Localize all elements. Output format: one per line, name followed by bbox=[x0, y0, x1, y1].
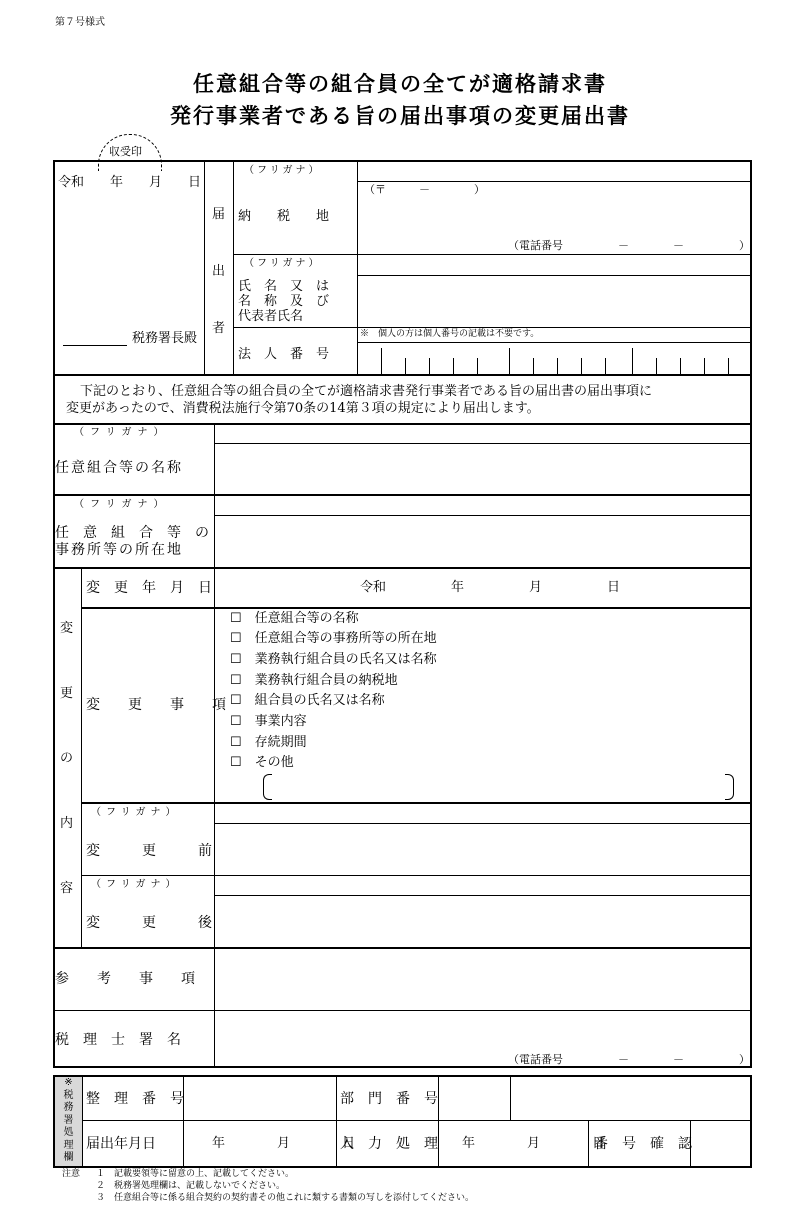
submission-date-value: 年 月 日 bbox=[212, 1136, 356, 1151]
other-bracket-left bbox=[263, 774, 272, 800]
furigana-label: （フリガナ） bbox=[91, 807, 181, 818]
submission-date-label: 届出年月日 bbox=[86, 1136, 156, 1152]
after-change-field[interactable] bbox=[216, 897, 750, 946]
input-date-value: 年 月 日 bbox=[462, 1136, 606, 1151]
change-content-char-3: の bbox=[60, 751, 74, 766]
individual-number-note: ※ 個人の方は個人番号の記載は不要です。 bbox=[360, 329, 540, 339]
input-processing-label: 入 力 処 理 bbox=[340, 1136, 438, 1152]
checkbox-other[interactable]: ☐ その他 bbox=[230, 755, 294, 770]
postal-code-field[interactable]: （〒 － ） bbox=[364, 183, 485, 196]
checkbox-executive-name[interactable]: ☐ 業務執行組合員の氏名又は名称 bbox=[230, 652, 437, 667]
phone-field[interactable]: （電話番号 － － ） bbox=[508, 239, 750, 252]
form-title-line1: 任意組合等の組合員の全てが適格請求書 bbox=[193, 72, 607, 96]
change-content-char-1: 変 bbox=[60, 621, 74, 636]
checkbox-duration[interactable]: ☐ 存続期間 bbox=[230, 735, 307, 750]
form-number: 第７号様式 bbox=[55, 17, 105, 28]
tax-office-label: 税務署長殿 bbox=[132, 331, 198, 346]
department-number-label: 部 門 番 号 bbox=[340, 1091, 438, 1107]
furigana-label: （フリガナ） bbox=[74, 499, 170, 510]
corp-number-label: 法 人 番 号 bbox=[238, 347, 330, 362]
name-label-line2: 名 称 及 び bbox=[238, 294, 330, 309]
tax-place-label: 納 税 地 bbox=[238, 209, 330, 224]
change-content-char-4: 内 bbox=[60, 816, 74, 831]
before-change-label: 変 更 前 bbox=[86, 843, 212, 859]
note-3: ３ 任意組合等に係る組合契約の契約書その他これに類する書類の写しを添付してください。 bbox=[96, 1193, 475, 1203]
reference-number-label: 整 理 番 号 bbox=[86, 1091, 184, 1107]
checkbox-union-office[interactable]: ☐ 任意組合等の事務所等の所在地 bbox=[230, 631, 437, 646]
name-label-line1: 氏 名 又 は bbox=[238, 279, 330, 294]
tax-accountant-phone[interactable]: （電話番号 － － ） bbox=[508, 1053, 750, 1066]
office-use-block bbox=[53, 1075, 752, 1168]
receipt-stamp-label: 収受印 bbox=[109, 145, 142, 158]
checkbox-union-name[interactable]: ☐ 任意組合等の名称 bbox=[230, 611, 359, 626]
union-office-label-line2: 事務所等の所在地 bbox=[55, 542, 183, 558]
number-confirm-label: 番 号 確 認 bbox=[594, 1136, 692, 1152]
change-items-label: 変 更 事 項 bbox=[86, 697, 226, 713]
tax-accountant-label: 税 理 士 署 名 bbox=[55, 1032, 181, 1048]
notes-label: 注意 bbox=[62, 1169, 81, 1179]
office-use-label: ※ 税 務 署 処 理 欄 bbox=[63, 1077, 74, 1163]
change-content-char-5: 容 bbox=[60, 881, 74, 896]
other-details-field[interactable] bbox=[275, 774, 721, 798]
union-name-label: 任意組合等の名称 bbox=[55, 460, 183, 476]
checkbox-member-name[interactable]: ☐ 組合員の氏名又は名称 bbox=[230, 693, 385, 708]
reference-field[interactable] bbox=[216, 950, 750, 1009]
furigana-label: （フリガナ） bbox=[91, 879, 181, 890]
checkbox-executive-tax-place[interactable]: ☐ 業務執行組合員の納税地 bbox=[230, 673, 398, 688]
form-title-line2: 発行事業者である旨の届出事項の変更届出書 bbox=[170, 104, 630, 128]
checkbox-business[interactable]: ☐ 事業内容 bbox=[230, 714, 307, 729]
after-change-label: 変 更 後 bbox=[86, 915, 212, 931]
furigana-label: （フリガナ） bbox=[244, 258, 322, 269]
furigana-label: （フリガナ） bbox=[244, 165, 322, 176]
submitter-char-2: 出 bbox=[212, 264, 226, 279]
change-content-char-2: 更 bbox=[60, 686, 74, 701]
reference-label: 参 考 事 項 bbox=[55, 971, 195, 987]
note-2: ２ 税務署処理欄は、記載しないでください。 bbox=[96, 1181, 286, 1191]
statement-line1: 下記のとおり、任意組合等の組合員の全てが適格請求書発行事業者である旨の届出書の届出事項に bbox=[80, 384, 653, 399]
change-date-field[interactable]: 令和 年 月 日 bbox=[360, 580, 621, 595]
submission-date-field[interactable]: 令和 年 月 日 bbox=[58, 175, 202, 190]
submitter-char-3: 者 bbox=[212, 321, 226, 336]
furigana-label: （フリガナ） bbox=[74, 427, 170, 438]
statement-line2: 変更があったので、消費税法施行令第70条の14第３項の規定により届出します。 bbox=[66, 401, 540, 416]
note-1: １ 記載要領等に留意の上、記載してください。 bbox=[96, 1169, 295, 1179]
other-bracket-right bbox=[725, 774, 734, 800]
union-office-label-line1: 任 意 組 合 等 の bbox=[55, 525, 209, 541]
name-label-line3: 代表者氏名 bbox=[238, 309, 304, 324]
change-date-label: 変 更 年 月 日 bbox=[86, 580, 212, 596]
before-change-field[interactable] bbox=[216, 825, 750, 874]
submitter-char-1: 届 bbox=[212, 207, 226, 222]
